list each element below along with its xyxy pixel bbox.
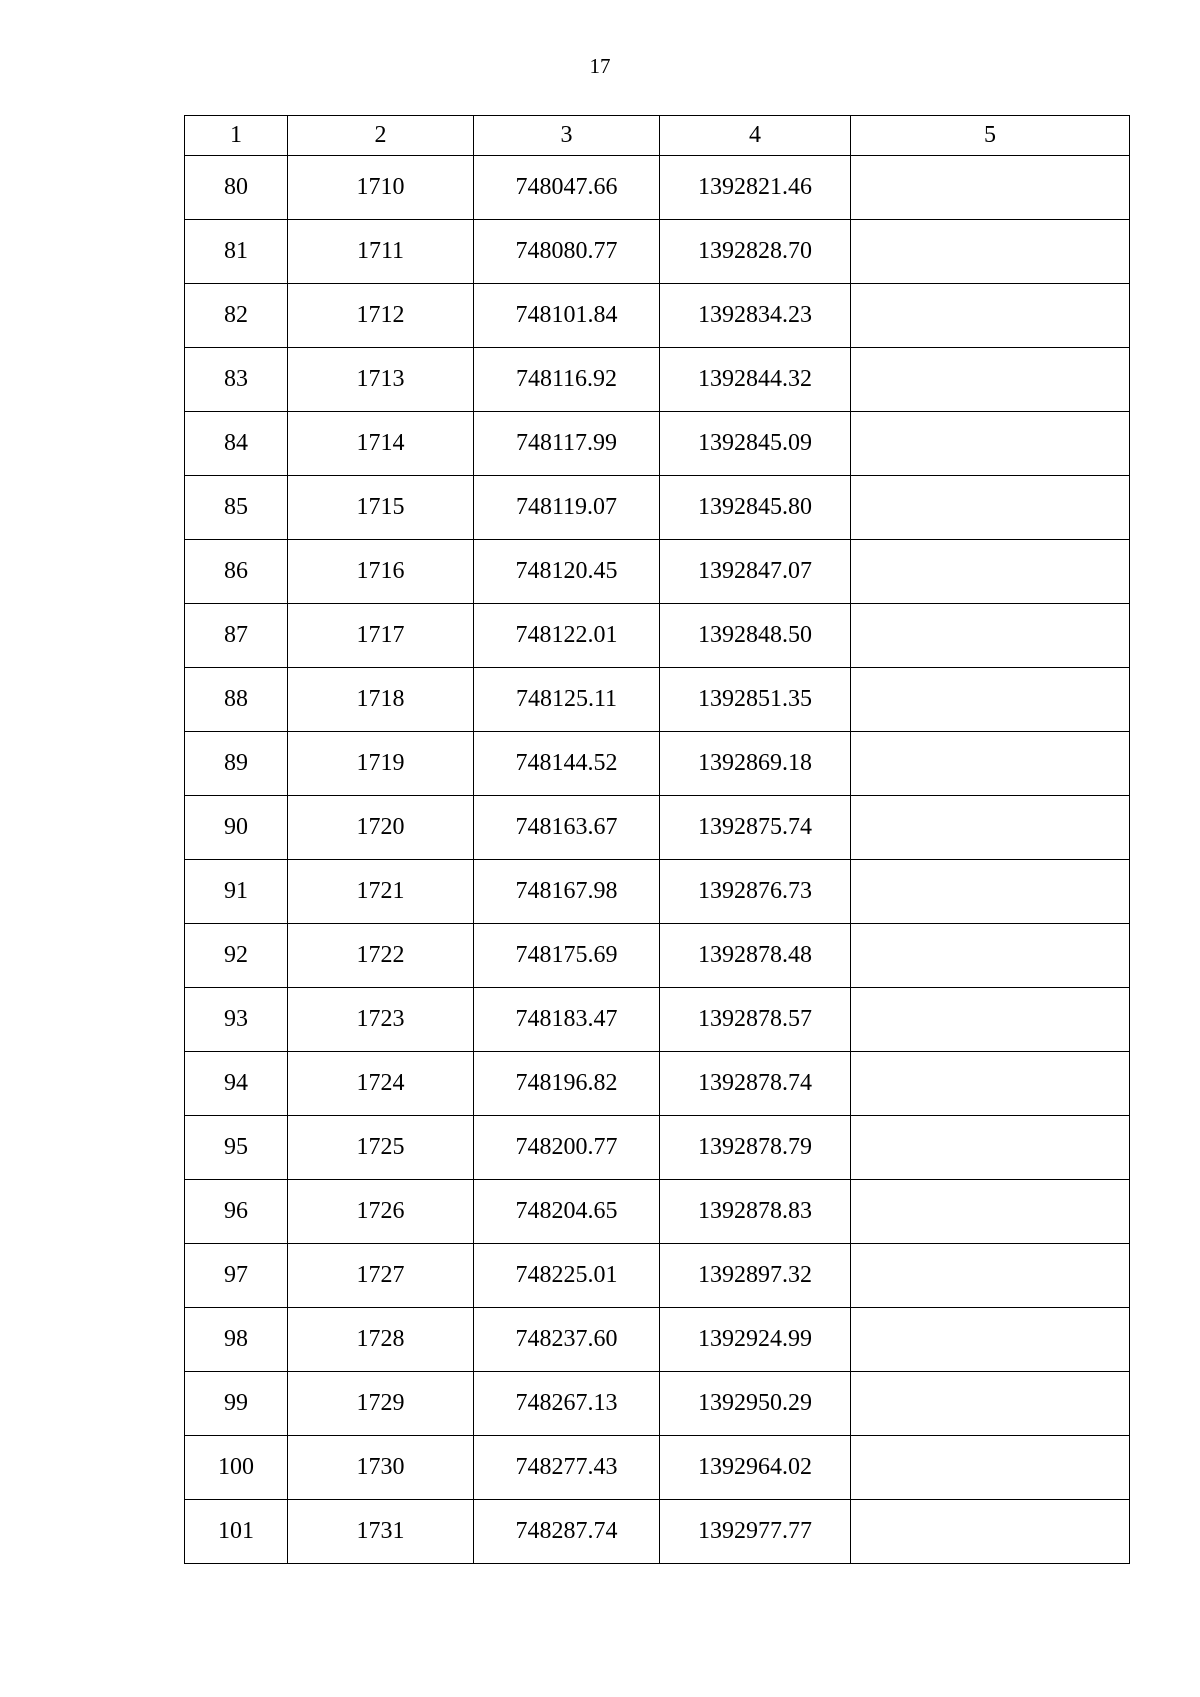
note-cell [851, 1436, 1130, 1500]
row-number-cell: 89 [185, 732, 288, 796]
y-coordinate-cell: 1392869.18 [660, 732, 851, 796]
y-coordinate-cell: 1392851.35 [660, 668, 851, 732]
note-cell [851, 1244, 1130, 1308]
table-row [185, 412, 1130, 476]
y-coordinate-cell: 1392878.74 [660, 1052, 851, 1116]
x-coordinate-cell: 748144.52 [474, 732, 660, 796]
point-number-cell: 1710 [288, 156, 474, 220]
table-row [185, 1500, 1130, 1564]
point-number-cell: 1712 [288, 284, 474, 348]
note-cell [851, 1500, 1130, 1564]
row-number-cell: 81 [185, 220, 288, 284]
page-number: 17 [589, 54, 611, 78]
note-cell [851, 220, 1130, 284]
row-number-cell: 97 [185, 1244, 288, 1308]
row-number-cell: 80 [185, 156, 288, 220]
point-number-cell: 1726 [288, 1180, 474, 1244]
row-number-cell: 88 [185, 668, 288, 732]
table-row [185, 220, 1130, 284]
point-number-cell: 1711 [288, 220, 474, 284]
table-row [185, 796, 1130, 860]
point-number-cell: 1725 [288, 1116, 474, 1180]
column-header: 1 [185, 116, 288, 156]
y-coordinate-cell: 1392878.48 [660, 924, 851, 988]
y-coordinate-cell: 1392828.70 [660, 220, 851, 284]
table-row [185, 668, 1130, 732]
note-cell [851, 924, 1130, 988]
x-coordinate-cell: 748225.01 [474, 1244, 660, 1308]
note-cell [851, 1372, 1130, 1436]
y-coordinate-cell: 1392847.07 [660, 540, 851, 604]
row-number-cell: 94 [185, 1052, 288, 1116]
x-coordinate-cell: 748119.07 [474, 476, 660, 540]
point-number-cell: 1719 [288, 732, 474, 796]
note-cell [851, 1116, 1130, 1180]
y-coordinate-cell: 1392875.74 [660, 796, 851, 860]
table-row [185, 1180, 1130, 1244]
note-cell [851, 1052, 1130, 1116]
point-number-cell: 1717 [288, 604, 474, 668]
table-row [185, 476, 1130, 540]
note-cell [851, 604, 1130, 668]
column-header: 4 [660, 116, 851, 156]
point-number-cell: 1713 [288, 348, 474, 412]
table-row [185, 540, 1130, 604]
y-coordinate-cell: 1392964.02 [660, 1436, 851, 1500]
note-cell [851, 668, 1130, 732]
point-number-cell: 1715 [288, 476, 474, 540]
x-coordinate-cell: 748175.69 [474, 924, 660, 988]
y-coordinate-cell: 1392950.29 [660, 1372, 851, 1436]
row-number-cell: 82 [185, 284, 288, 348]
column-header: 5 [851, 116, 1130, 156]
x-coordinate-cell: 748080.77 [474, 220, 660, 284]
y-coordinate-cell: 1392897.32 [660, 1244, 851, 1308]
note-cell [851, 796, 1130, 860]
y-coordinate-cell: 1392924.99 [660, 1308, 851, 1372]
note-cell [851, 284, 1130, 348]
point-number-cell: 1714 [288, 412, 474, 476]
table-row [185, 156, 1130, 220]
y-coordinate-cell: 1392977.77 [660, 1500, 851, 1564]
table-row [185, 1436, 1130, 1500]
row-number-cell: 83 [185, 348, 288, 412]
x-coordinate-cell: 748200.77 [474, 1116, 660, 1180]
table-row [185, 1052, 1130, 1116]
note-cell [851, 412, 1130, 476]
note-cell [851, 156, 1130, 220]
table-row [185, 924, 1130, 988]
row-number-cell: 90 [185, 796, 288, 860]
x-coordinate-cell: 748204.65 [474, 1180, 660, 1244]
note-cell [851, 860, 1130, 924]
column-header: 2 [288, 116, 474, 156]
y-coordinate-cell: 1392848.50 [660, 604, 851, 668]
row-number-cell: 84 [185, 412, 288, 476]
table-row [185, 1116, 1130, 1180]
x-coordinate-cell: 748237.60 [474, 1308, 660, 1372]
y-coordinate-cell: 1392878.83 [660, 1180, 851, 1244]
point-number-cell: 1727 [288, 1244, 474, 1308]
table-header-row [185, 116, 1130, 156]
note-cell [851, 1308, 1130, 1372]
table-row [185, 1244, 1130, 1308]
x-coordinate-cell: 748277.43 [474, 1436, 660, 1500]
table-body [185, 156, 1130, 1564]
y-coordinate-cell: 1392845.09 [660, 412, 851, 476]
point-number-cell: 1716 [288, 540, 474, 604]
point-number-cell: 1720 [288, 796, 474, 860]
note-cell [851, 988, 1130, 1052]
row-number-cell: 101 [185, 1500, 288, 1564]
row-number-cell: 96 [185, 1180, 288, 1244]
coordinates-table [184, 115, 1130, 1564]
column-header: 3 [474, 116, 660, 156]
table-row [185, 284, 1130, 348]
row-number-cell: 99 [185, 1372, 288, 1436]
row-number-cell: 86 [185, 540, 288, 604]
note-cell [851, 732, 1130, 796]
x-coordinate-cell: 748267.13 [474, 1372, 660, 1436]
y-coordinate-cell: 1392878.79 [660, 1116, 851, 1180]
table-row [185, 860, 1130, 924]
row-number-cell: 87 [185, 604, 288, 668]
x-coordinate-cell: 748120.45 [474, 540, 660, 604]
x-coordinate-cell: 748116.92 [474, 348, 660, 412]
x-coordinate-cell: 748196.82 [474, 1052, 660, 1116]
point-number-cell: 1728 [288, 1308, 474, 1372]
x-coordinate-cell: 748117.99 [474, 412, 660, 476]
x-coordinate-cell: 748183.47 [474, 988, 660, 1052]
point-number-cell: 1730 [288, 1436, 474, 1500]
note-cell [851, 540, 1130, 604]
note-cell [851, 348, 1130, 412]
row-number-cell: 93 [185, 988, 288, 1052]
table-row [185, 1308, 1130, 1372]
note-cell [851, 476, 1130, 540]
table-row [185, 988, 1130, 1052]
row-number-cell: 95 [185, 1116, 288, 1180]
y-coordinate-cell: 1392878.57 [660, 988, 851, 1052]
row-number-cell: 85 [185, 476, 288, 540]
y-coordinate-cell: 1392844.32 [660, 348, 851, 412]
x-coordinate-cell: 748287.74 [474, 1500, 660, 1564]
point-number-cell: 1729 [288, 1372, 474, 1436]
y-coordinate-cell: 1392876.73 [660, 860, 851, 924]
point-number-cell: 1724 [288, 1052, 474, 1116]
table-row [185, 1372, 1130, 1436]
y-coordinate-cell: 1392821.46 [660, 156, 851, 220]
point-number-cell: 1731 [288, 1500, 474, 1564]
table-row [185, 732, 1130, 796]
x-coordinate-cell: 748101.84 [474, 284, 660, 348]
row-number-cell: 100 [185, 1436, 288, 1500]
x-coordinate-cell: 748163.67 [474, 796, 660, 860]
x-coordinate-cell: 748125.11 [474, 668, 660, 732]
y-coordinate-cell: 1392845.80 [660, 476, 851, 540]
table-row [185, 348, 1130, 412]
point-number-cell: 1718 [288, 668, 474, 732]
x-coordinate-cell: 748122.01 [474, 604, 660, 668]
row-number-cell: 92 [185, 924, 288, 988]
x-coordinate-cell: 748167.98 [474, 860, 660, 924]
table-row [185, 604, 1130, 668]
x-coordinate-cell: 748047.66 [474, 156, 660, 220]
point-number-cell: 1723 [288, 988, 474, 1052]
row-number-cell: 98 [185, 1308, 288, 1372]
point-number-cell: 1721 [288, 860, 474, 924]
point-number-cell: 1722 [288, 924, 474, 988]
note-cell [851, 1180, 1130, 1244]
y-coordinate-cell: 1392834.23 [660, 284, 851, 348]
row-number-cell: 91 [185, 860, 288, 924]
